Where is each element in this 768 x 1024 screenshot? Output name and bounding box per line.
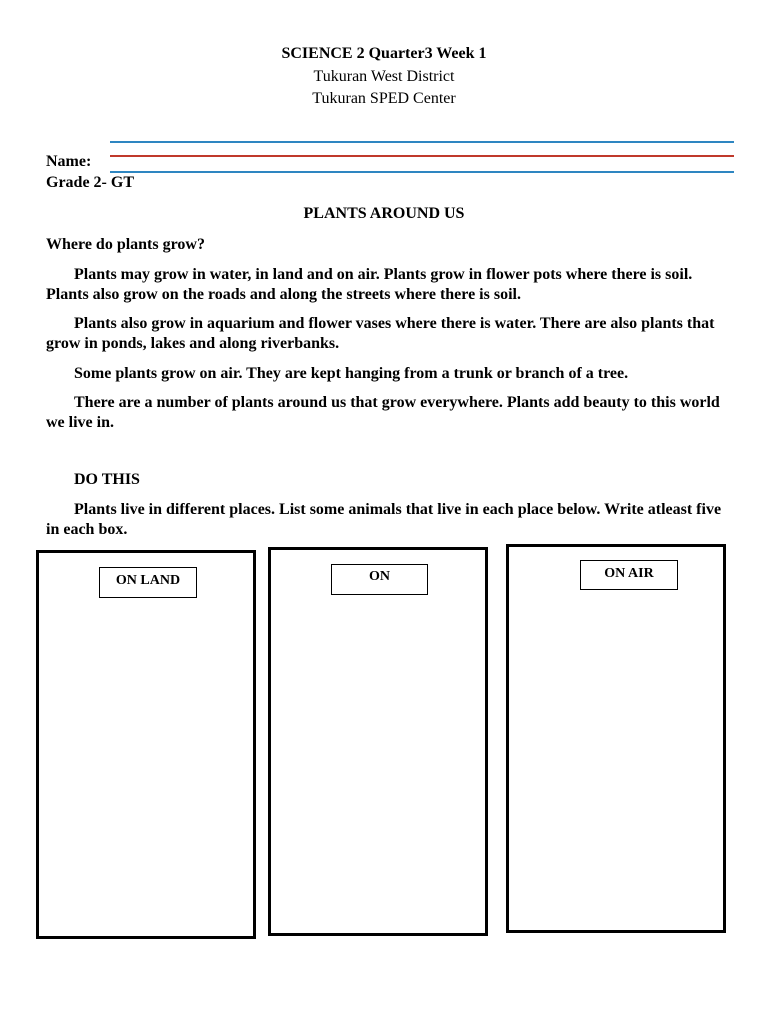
activity-instructions: Plants live in different places. List some animals that live in each place below. Write atleast five in each box. <box>46 501 722 538</box>
writing-guide-top-line <box>110 141 734 143</box>
box-label-on: ON <box>331 564 428 595</box>
writing-guide-bottom-line <box>110 171 734 173</box>
district-name: Tukuran West District <box>313 68 455 85</box>
lesson-paragraph-4: There are a number of plants around us that grow everywhere. Plants add beauty to this world we live in. <box>46 394 720 431</box>
lesson-paragraph-3: Some plants grow on air. They are kept hanging from a trunk or branch of a tree. <box>74 365 629 382</box>
lesson-paragraph-1: Plants may grow in water, in land and on air. Plants grow in flower pots where there is soil. Plants also grow on the roads and along the streets where there is soil. <box>46 266 693 303</box>
activity-heading: DO THIS <box>74 471 140 488</box>
box-label-on-air: ON AIR <box>580 560 678 590</box>
name-label: Name: <box>46 153 92 170</box>
writing-guide-mid-line <box>110 155 734 157</box>
lesson-paragraph-2: Plants also grow in aquarium and flower vases where there is water. There are also plants that grow in ponds, lakes and along riverbanks. <box>46 315 715 352</box>
school-name: Tukuran SPED Center <box>312 90 456 107</box>
answer-box-on-air[interactable] <box>506 544 726 933</box>
answer-box-on-land[interactable] <box>36 550 256 939</box>
answer-box-on-water[interactable] <box>268 547 488 936</box>
worksheet-title: SCIENCE 2 Quarter3 Week 1 <box>281 45 487 62</box>
box-label-on-land: ON LAND <box>99 567 197 598</box>
lesson-question: Where do plants grow? <box>46 236 205 253</box>
grade-label: Grade 2- GT <box>46 174 134 191</box>
lesson-title: PLANTS AROUND US <box>303 205 465 222</box>
